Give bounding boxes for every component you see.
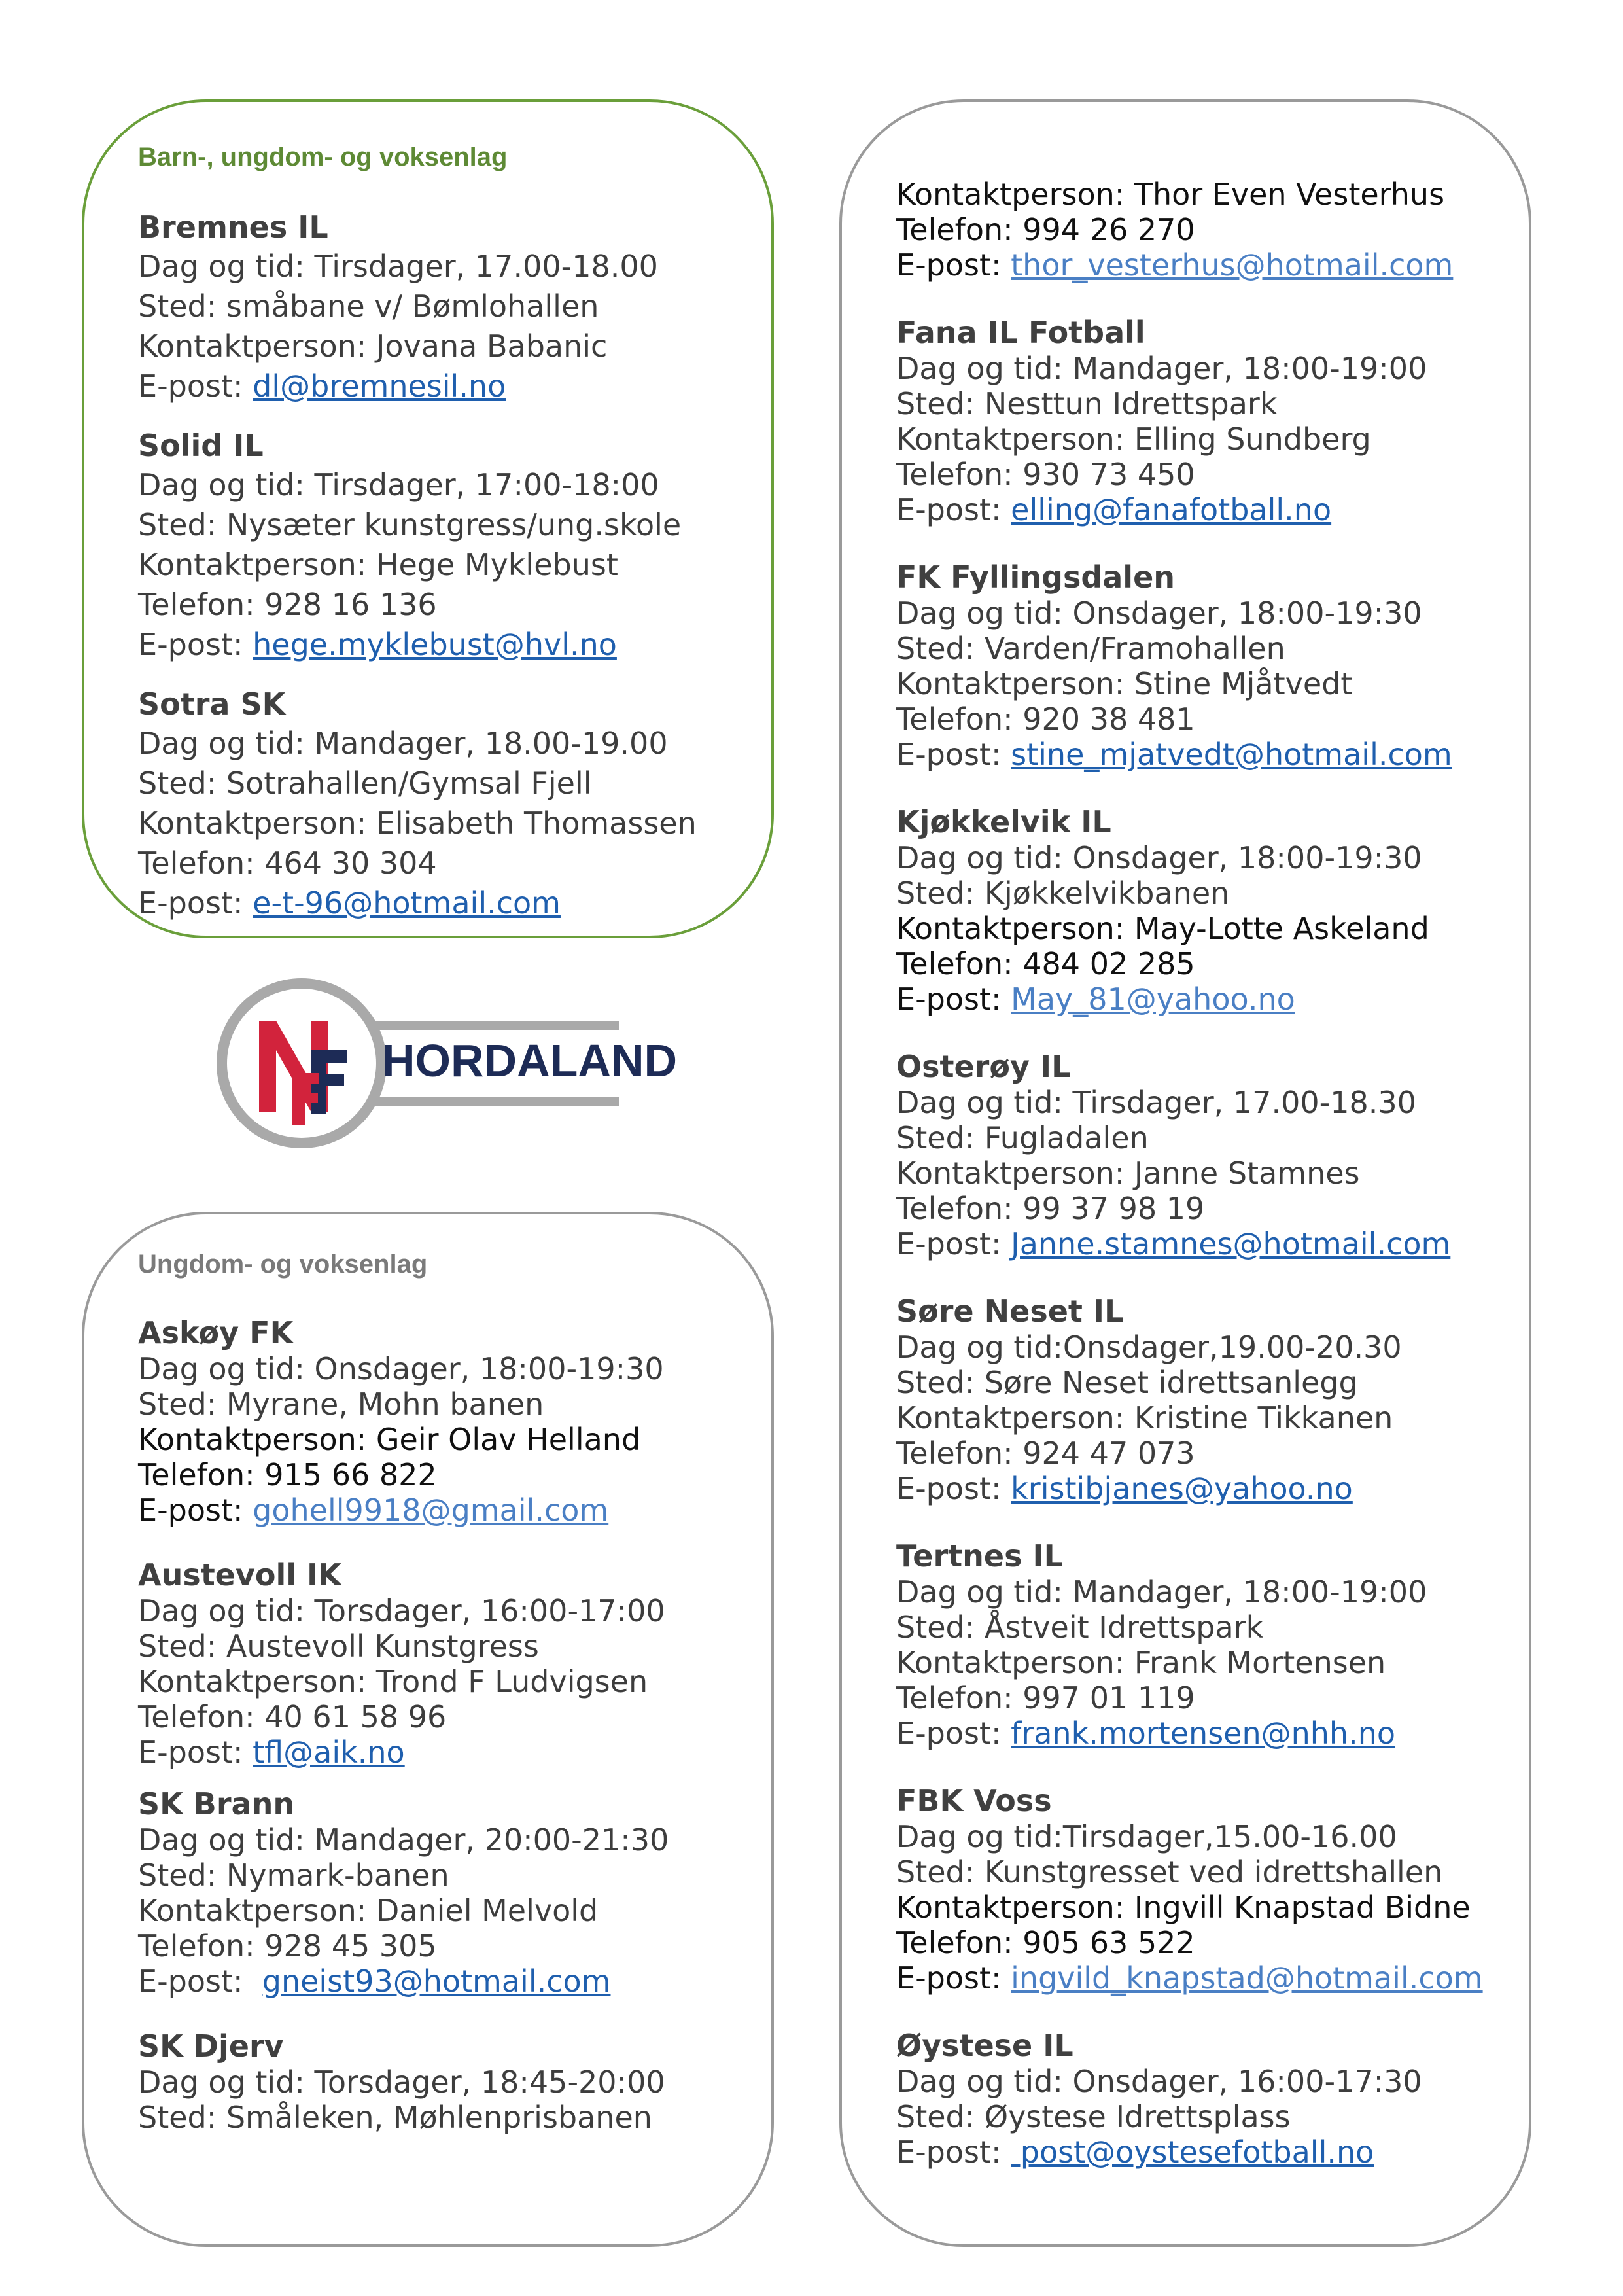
phone-line: Telefon: 484 02 285 xyxy=(896,946,1195,981)
email-link[interactable]: e-t-96@hotmail.com xyxy=(253,885,561,921)
email-label: E-post: xyxy=(896,492,1011,527)
location-line: Sted: Kjøkkelvikbanen xyxy=(896,875,1230,911)
location-line: Sted: Varden/Framohallen xyxy=(896,631,1285,666)
phone-line: Telefon: 920 38 481 xyxy=(896,701,1195,737)
email-link[interactable]: May_81@yahoo.no xyxy=(1011,981,1295,1017)
email-link[interactable]: dl@bremnesil.no xyxy=(253,368,506,404)
schedule-line: Dag og tid: Onsdager, 16:00-17:30 xyxy=(896,2064,1422,2099)
club-name: Øystese IL xyxy=(896,2028,1073,2063)
email-line xyxy=(138,1735,746,1770)
club-fbk-voss xyxy=(896,1782,1505,1996)
email-link[interactable]: Janne.stamnes@hotmail.com xyxy=(1011,1226,1451,1262)
phone-line: Telefon: 905 63 522 xyxy=(896,1925,1195,1960)
location-line: Sted: Nymark-banen xyxy=(138,1858,449,1893)
club-name: Askøy FK xyxy=(138,1315,294,1351)
email-label: E-post: xyxy=(896,1716,1011,1751)
club-name: FK Fyllingsdalen xyxy=(896,559,1176,595)
top-left-content xyxy=(138,143,746,943)
email-label: E-post: xyxy=(896,1471,1011,1506)
contact-line: Kontaktperson: Kristine Tikkanen xyxy=(896,1400,1393,1436)
contact-line: Kontaktperson: Elling Sundberg xyxy=(896,421,1371,457)
phone-line: Telefon: 930 73 450 xyxy=(896,457,1195,492)
contact-line: Kontaktperson: Geir Olav Helland xyxy=(138,1422,641,1457)
contact-line: Kontaktperson: Janne Stamnes xyxy=(896,1156,1360,1191)
schedule-line: Dag og tid: Torsdager, 16:00-17:00 xyxy=(138,1593,665,1629)
contact-line: Kontaktperson: Elisabeth Thomassen xyxy=(138,805,697,841)
email-label: E-post: xyxy=(896,1226,1011,1262)
schedule-line: Dag og tid: Tirsdager, 17.00-18.30 xyxy=(896,1085,1416,1120)
location-line: Sted: Fugladalen xyxy=(896,1120,1149,1156)
club-sotra xyxy=(138,684,746,923)
club-bremnes xyxy=(138,207,746,406)
contact-line: Kontaktperson: Jovana Babanic xyxy=(138,328,608,364)
phone-line: Telefon: 40 61 58 96 xyxy=(138,1699,447,1735)
club-osteroy xyxy=(896,1048,1505,1262)
email-link[interactable]: stine_mjatvedt@hotmail.com xyxy=(1011,737,1452,772)
club-continued xyxy=(896,177,1505,283)
club-name: Austevoll IK xyxy=(138,1557,341,1593)
location-line: Sted: Sotrahallen/Gymsal Fjell xyxy=(138,766,592,801)
nff-hordaland-logo xyxy=(213,975,678,1152)
schedule-line: Dag og tid: Onsdager, 18:00-19:30 xyxy=(896,595,1422,631)
email-label: E-post: xyxy=(896,737,1011,772)
contact-line: Kontaktperson: Daniel Melvold xyxy=(138,1893,599,1928)
email-line xyxy=(896,1471,1505,1506)
email-link[interactable]: thor_vesterhus@hotmail.com xyxy=(1011,247,1454,283)
email-line xyxy=(896,1960,1505,1996)
club-fyllingsdalen xyxy=(896,559,1505,772)
email-label: E-post: xyxy=(138,1964,262,1999)
email-line xyxy=(896,1226,1505,1262)
schedule-line: Dag og tid: Mandager, 20:00-21:30 xyxy=(138,1822,669,1858)
email-label: E-post: xyxy=(138,368,253,404)
club-brann xyxy=(138,1786,746,1999)
contact-line: Kontaktperson: Trond F Ludvigsen xyxy=(138,1664,648,1699)
club-oystese xyxy=(896,2027,1505,2170)
club-name: FBK Voss xyxy=(896,1783,1052,1818)
email-link[interactable]: gneist93@hotmail.com xyxy=(262,1964,611,1999)
location-line: Sted: Øystese Idrettsplass xyxy=(896,2099,1291,2134)
location-line: Sted: Småleken, Møhlenprisbanen xyxy=(138,2100,652,2135)
contact-line: Kontaktperson: Thor Even Vesterhus xyxy=(896,177,1445,212)
email-label: E-post: xyxy=(138,1735,253,1770)
email-label: E-post: xyxy=(896,1960,1011,1996)
schedule-line: Dag og tid: Mandager, 18:00-19:00 xyxy=(896,351,1427,386)
location-line: Sted: Nesttun Idrettspark xyxy=(896,386,1278,421)
schedule-line: Dag og tid: Onsdager, 18:00-19:30 xyxy=(896,840,1422,875)
email-line xyxy=(896,981,1505,1017)
phone-line: Telefon: 994 26 270 xyxy=(896,212,1195,247)
email-link[interactable]: elling@fanafotball.no xyxy=(1011,492,1332,527)
schedule-line: Dag og tid: Tirsdager, 17.00-18.00 xyxy=(138,249,658,284)
contact-line: Kontaktperson: Hege Myklebust xyxy=(138,547,618,582)
schedule-line: Dag og tid:Tirsdager,15.00-16.00 xyxy=(896,1819,1397,1854)
schedule-line: Dag og tid:Onsdager,19.00-20.30 xyxy=(896,1330,1402,1365)
email-link[interactable]: gohell9918@gmail.com xyxy=(253,1492,609,1528)
email-line xyxy=(138,883,746,923)
email-link[interactable]: tfl@aik.no xyxy=(253,1735,405,1770)
contact-line: Kontaktperson: Stine Mjåtvedt xyxy=(896,666,1353,701)
schedule-line: Dag og tid: Torsdager, 18:45-20:00 xyxy=(138,2064,665,2100)
location-line: Sted: Austevoll Kunstgress xyxy=(138,1629,539,1664)
location-line: Sted: småbane v/ Bømlohallen xyxy=(138,289,599,324)
club-fana xyxy=(896,314,1505,527)
phone-line: Telefon: 924 47 073 xyxy=(896,1436,1195,1471)
club-askoy xyxy=(138,1315,746,1528)
phone-line: Telefon: 928 45 305 xyxy=(138,1928,437,1964)
email-label: E-post: xyxy=(896,981,1011,1017)
phone-line: Telefon: 464 30 304 xyxy=(138,845,437,881)
club-name: Osterøy IL xyxy=(896,1049,1071,1084)
schedule-line: Dag og tid: Tirsdager, 17:00-18:00 xyxy=(138,467,659,503)
phone-line: Telefon: 997 01 119 xyxy=(896,1680,1195,1716)
logo-text: HORDALAND xyxy=(382,1035,678,1086)
email-line xyxy=(138,625,746,665)
club-kjokkelvik xyxy=(896,804,1505,1017)
email-label: E-post: xyxy=(896,2134,1011,2170)
email-label: E-post: xyxy=(138,627,253,662)
email-line xyxy=(138,366,746,406)
location-line: Sted: Myrane, Mohn banen xyxy=(138,1386,544,1422)
club-name: Sotra SK xyxy=(138,686,286,722)
club-name: SK Djerv xyxy=(138,2028,284,2064)
email-link[interactable]: frank.mortensen@nhh.no xyxy=(1011,1716,1396,1751)
email-label: E-post: xyxy=(138,885,253,921)
email-label: E-post: xyxy=(138,1492,253,1528)
email-line xyxy=(138,1492,746,1528)
location-line: Sted: Søre Neset idrettsanlegg xyxy=(896,1365,1358,1400)
club-tertnes xyxy=(896,1538,1505,1751)
location-line: Sted: Kunstgresset ved idrettshallen xyxy=(896,1854,1443,1890)
contact-line: Kontaktperson: Frank Mortensen xyxy=(896,1645,1386,1680)
email-link[interactable]: kristibjanes@yahoo.no xyxy=(1011,1471,1353,1506)
logo-bar-top xyxy=(344,1021,619,1030)
email-link[interactable]: hege.myklebust@hvl.no xyxy=(253,627,617,662)
logo-bar-bottom xyxy=(344,1097,619,1106)
bottom-left-content xyxy=(138,1250,746,2164)
phone-line: Telefon: 915 66 822 xyxy=(138,1457,437,1492)
club-solid xyxy=(138,426,746,665)
club-austevoll xyxy=(138,1557,746,1770)
schedule-line: Dag og tid: Mandager, 18:00-19:00 xyxy=(896,1574,1427,1610)
club-name: SK Brann xyxy=(138,1786,295,1822)
email-link[interactable]: post@oystesefotball.no xyxy=(1011,2134,1374,2170)
club-sore-neset xyxy=(896,1293,1505,1506)
club-name: Bremnes IL xyxy=(138,209,328,245)
email-label: E-post: xyxy=(896,247,1011,283)
section-heading: Barn-, ungdom- og voksenlag xyxy=(138,143,508,171)
location-line: Sted: Nysæter kunstgress/ung.skole xyxy=(138,507,682,542)
club-name: Tertnes IL xyxy=(896,1538,1063,1574)
email-line xyxy=(896,2134,1505,2170)
club-name: Fana IL Fotball xyxy=(896,315,1145,350)
email-line xyxy=(896,247,1505,283)
email-line xyxy=(896,492,1505,527)
schedule-line: Dag og tid: Mandager, 18.00-19.00 xyxy=(138,726,668,761)
club-name: Solid IL xyxy=(138,428,264,463)
contact-line: Kontaktperson: May-Lotte Askeland xyxy=(896,911,1429,946)
section-heading: Ungdom- og voksenlag xyxy=(138,1250,428,1279)
club-djerv xyxy=(138,2028,746,2135)
club-name: Kjøkkelvik IL xyxy=(896,804,1111,839)
location-line: Sted: Åstveit Idrettspark xyxy=(896,1610,1264,1645)
phone-line: Telefon: 928 16 136 xyxy=(138,587,437,622)
phone-line: Telefon: 99 37 98 19 xyxy=(896,1191,1205,1226)
email-link[interactable]: ingvild_knapstad@hotmail.com xyxy=(1011,1960,1483,1996)
email-line xyxy=(896,1716,1505,1751)
club-name: Søre Neset IL xyxy=(896,1294,1124,1329)
email-line xyxy=(138,1964,746,1999)
contact-line: Kontaktperson: Ingvill Knapstad Bidne xyxy=(896,1890,1471,1925)
email-line xyxy=(896,737,1505,772)
right-content xyxy=(896,177,1505,2201)
schedule-line: Dag og tid: Onsdager, 18:00-19:30 xyxy=(138,1351,664,1386)
